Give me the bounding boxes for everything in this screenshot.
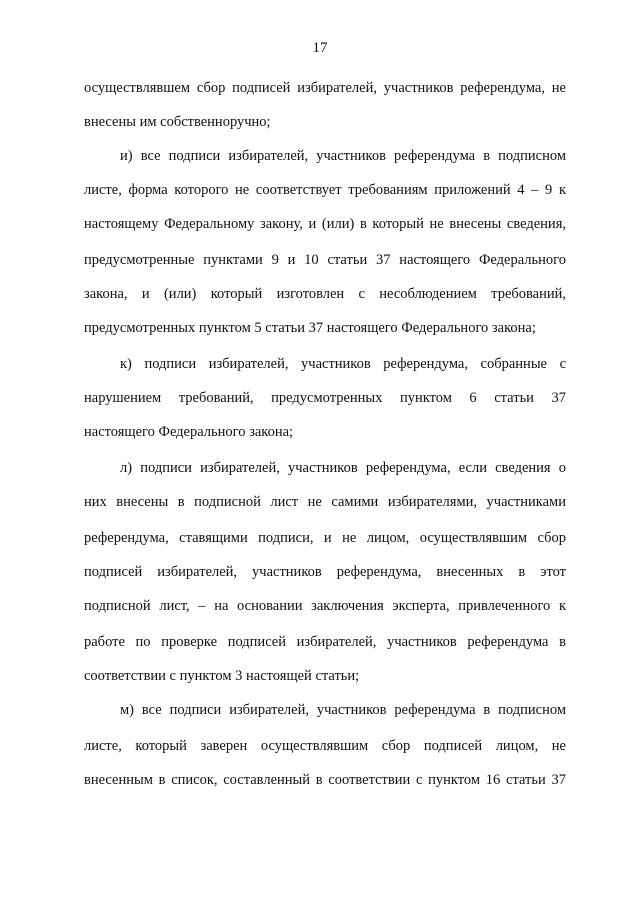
text-line: закона, и (или) который изготовлен с несоблюдением требований, xyxy=(84,286,566,302)
text-line: листе, форма которого не соответствует требованиям приложений 4 – 9 к xyxy=(84,182,566,198)
text-line: внесенным в список, составленный в соответствии с пунктом 16 статьи 37 xyxy=(84,772,566,788)
text-line: и) все подписи избирателей, участников референдума в подписном xyxy=(120,148,566,164)
text-line: м) все подписи избирателей, участников референдума в подписном xyxy=(120,702,566,718)
text-line: настоящему Федеральному закону, и (или) в который не внесены сведения, xyxy=(84,216,566,232)
text-line: подписной лист, – на основании заключения эксперта, привлеченного к xyxy=(84,598,566,614)
text-line: соответствии с пунктом 3 настоящей статьи; xyxy=(84,668,360,684)
text-line: внесены им собственноручно; xyxy=(84,114,271,130)
text-line: л) подписи избирателей, участников референдума, если сведения о xyxy=(120,460,566,476)
page-number: 17 xyxy=(312,40,328,56)
text-line: настоящего Федерального закона; xyxy=(84,424,294,440)
text-line: предусмотренных пунктом 5 статьи 37 настоящего Федерального закона; xyxy=(84,320,536,336)
text-line: осуществлявшем сбор подписей избирателей, участников референдума, не xyxy=(84,80,566,96)
text-line: референдума, ставящими подписи, и не лицом, осуществлявшим сбор xyxy=(84,530,566,546)
text-line: работе по проверке подписей избирателей, участников референдума в xyxy=(84,634,566,650)
text-line: к) подписи избирателей, участников референдума, собранные с xyxy=(120,356,566,372)
text-line: листе, который заверен осуществлявшим сбор подписей лицом, не xyxy=(84,738,566,754)
text-line: предусмотренные пунктами 9 и 10 статьи 37 настоящего Федерального xyxy=(84,252,566,268)
text-line: подписей избирателей, участников референдума, внесенных в этот xyxy=(84,564,566,580)
text-line: нарушением требований, предусмотренных пунктом 6 статьи 37 xyxy=(84,390,566,406)
text-line: них внесены в подписной лист не самими избирателями, участниками xyxy=(84,494,566,510)
